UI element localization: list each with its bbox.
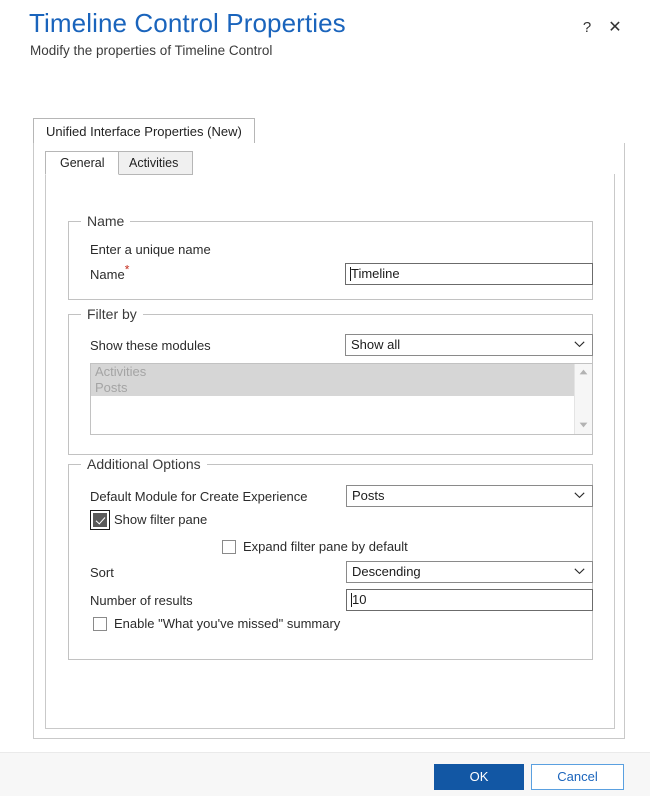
inner-tabstrip [45, 151, 615, 175]
number-of-results-label: Number of results [90, 593, 193, 608]
chevron-down-icon [574, 562, 585, 582]
name-hint: Enter a unique name [90, 242, 211, 257]
expand-filter-pane-checkbox[interactable] [222, 540, 236, 554]
show-filter-pane-label: Show filter pane [114, 512, 208, 527]
chevron-down-glyph [574, 492, 585, 499]
show-modules-dropdown[interactable] [345, 334, 593, 356]
name-section [68, 213, 593, 300]
page-title: Timeline Control Properties [29, 8, 346, 38]
sort-value: Descending [352, 564, 421, 579]
list-item[interactable]: Activities [91, 364, 592, 380]
close-icon[interactable]: ✕ [608, 19, 622, 36]
dialog-footer [0, 752, 650, 796]
required-marker: * [124, 262, 130, 277]
default-module-value: Posts [352, 488, 385, 503]
chevron-down-glyph [574, 341, 585, 348]
name-input-value: Timeline [351, 266, 400, 281]
dialog-header [0, 0, 650, 100]
cancel-button[interactable]: Cancel [531, 764, 624, 790]
tab-unified-interface-properties[interactable]: Unified Interface Properties (New) [33, 118, 255, 143]
scroll-down-icon[interactable] [575, 417, 592, 434]
listbox-scrollbar[interactable] [574, 364, 592, 434]
show-filter-pane-checkbox[interactable] [93, 513, 107, 527]
show-modules-value: Show all [351, 337, 401, 352]
default-module-dropdown[interactable] [346, 485, 593, 507]
filter-by-section [68, 306, 593, 455]
triangle-down-glyph [579, 422, 588, 428]
page-subtitle: Modify the properties of Timeline Control [30, 43, 273, 58]
tab-activities[interactable]: Activities [114, 151, 193, 175]
expand-filter-pane-label: Expand filter pane by default [243, 539, 408, 554]
general-tab-panel [45, 174, 615, 729]
number-of-results-input[interactable] [346, 589, 593, 611]
outer-tab-panel [33, 143, 625, 739]
filter-by-section-legend: Filter by [81, 306, 143, 322]
name-field-label [90, 262, 130, 282]
tab-general[interactable]: General [45, 151, 119, 175]
triangle-up-glyph [579, 369, 588, 375]
chevron-down-glyph [574, 568, 585, 575]
additional-options-legend: Additional Options [81, 456, 207, 472]
sort-label: Sort [90, 565, 114, 580]
number-of-results-value: 10 [352, 592, 367, 607]
name-section-legend: Name [81, 213, 130, 229]
chevron-down-icon [574, 335, 585, 355]
missed-summary-label: Enable "What you've missed" summary [114, 616, 341, 631]
sort-dropdown[interactable] [346, 561, 593, 583]
missed-summary-checkbox[interactable] [93, 617, 107, 631]
name-input[interactable] [345, 263, 593, 285]
list-item[interactable]: Posts [91, 380, 592, 396]
show-modules-label: Show these modules [90, 338, 211, 353]
additional-options-section [68, 456, 593, 660]
modules-listbox[interactable] [90, 363, 593, 435]
scroll-up-icon[interactable] [575, 364, 592, 381]
name-field-label-text: Name [90, 267, 125, 282]
chevron-down-icon [574, 486, 585, 506]
help-icon[interactable]: ? [582, 19, 592, 36]
outer-tabstrip [33, 118, 625, 144]
ok-button[interactable]: OK [434, 764, 524, 790]
default-module-label: Default Module for Create Experience [90, 489, 308, 504]
